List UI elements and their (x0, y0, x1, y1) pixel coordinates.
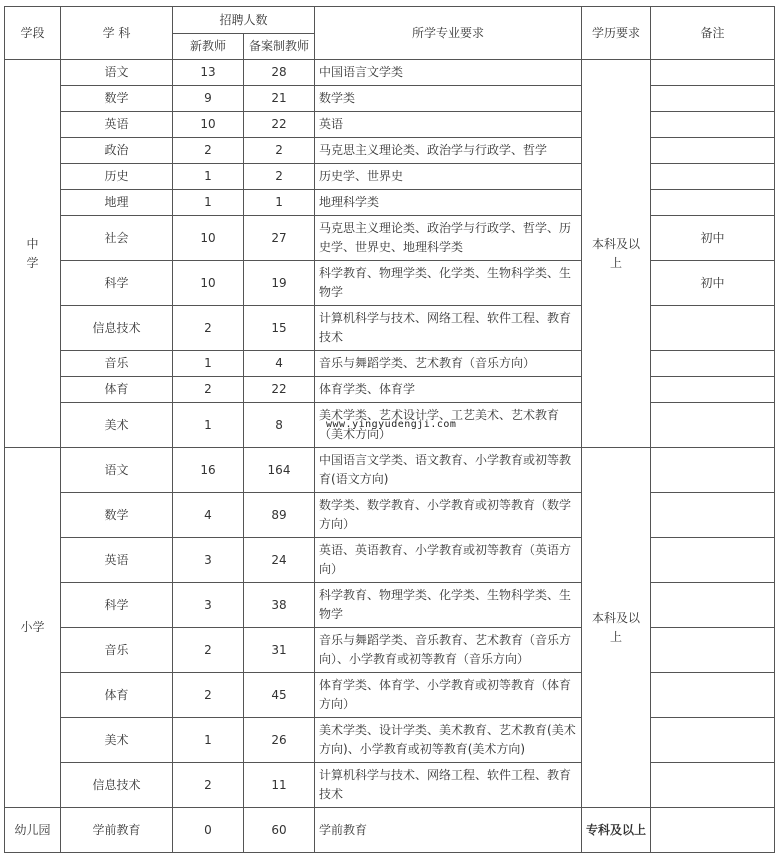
new-teacher-cell: 1 (173, 351, 244, 377)
subject-cell: 体育 (61, 377, 173, 403)
major-cell: 美术学类、艺术设计学、工艺美术、艺术教育（美术方向） (315, 403, 582, 448)
bianzhi-teacher-cell: 2 (244, 164, 315, 190)
major-cell: 音乐与舞蹈学类、艺术教育（音乐方向） (315, 351, 582, 377)
bianzhi-teacher-cell: 15 (244, 306, 315, 351)
education-cell: 本科及以上 (582, 60, 651, 448)
remark-cell (651, 808, 775, 853)
subject-cell: 学前教育 (61, 808, 173, 853)
new-teacher-cell: 10 (173, 216, 244, 261)
stage-cell: 幼儿园 (5, 808, 61, 853)
subject-cell: 美术 (61, 403, 173, 448)
new-teacher-cell: 2 (173, 673, 244, 718)
remark-cell (651, 403, 775, 448)
subject-cell: 英语 (61, 112, 173, 138)
new-teacher-cell: 10 (173, 261, 244, 306)
subject-cell: 音乐 (61, 628, 173, 673)
watermark: www.yingyudengji.com (326, 419, 457, 430)
bianzhi-teacher-cell: 22 (244, 377, 315, 403)
table-row (5, 808, 775, 853)
header-subject: 学 科 (61, 7, 173, 60)
bianzhi-teacher-cell: 24 (244, 538, 315, 583)
new-teacher-cell: 1 (173, 190, 244, 216)
major-cell: 科学教育、物理学类、化学类、生物科学类、生物学 (315, 261, 582, 306)
major-cell: 马克思主义理论类、政治学与行政学、哲学、历史学、世界史、地理科学类 (315, 216, 582, 261)
remark-cell (651, 164, 775, 190)
new-teacher-cell: 10 (173, 112, 244, 138)
bianzhi-teacher-cell: 28 (244, 60, 315, 86)
remark-cell (651, 306, 775, 351)
major-cell: 体育学类、体育学、小学教育或初等教育（体育方向） (315, 673, 582, 718)
bianzhi-teacher-cell: 2 (244, 138, 315, 164)
major-cell: 数学类 (315, 86, 582, 112)
remark-cell (651, 86, 775, 112)
remark-cell (651, 763, 775, 808)
table-row (5, 112, 775, 138)
table-row (5, 583, 775, 628)
major-cell: 音乐与舞蹈学类、音乐教育、艺术教育（音乐方向）、小学教育或初等教育（音乐方向） (315, 628, 582, 673)
table-row (5, 164, 775, 190)
major-cell: 美术学类、设计学类、美术教育、艺术教育(美术方向)、小学教育或初等教育(美术方向) (315, 718, 582, 763)
table-row (5, 60, 775, 86)
major-cell: 历史学、世界史 (315, 164, 582, 190)
remark-cell: 初中 (651, 216, 775, 261)
table-row (5, 628, 775, 673)
table-row (5, 261, 775, 306)
subject-cell: 数学 (61, 493, 173, 538)
stage-cell: 中 学 (5, 60, 61, 448)
table-row (5, 718, 775, 763)
new-teacher-cell: 2 (173, 138, 244, 164)
major-cell: 中国语言文学类、语文教育、小学教育或初等教育(语文方向) (315, 448, 582, 493)
header-new-teacher: 新教师 (173, 34, 244, 60)
new-teacher-cell: 1 (173, 164, 244, 190)
major-cell: 数学类、数学教育、小学教育或初等教育（数学方向） (315, 493, 582, 538)
header-remark: 备注 (651, 7, 775, 60)
bianzhi-teacher-cell: 21 (244, 86, 315, 112)
remark-cell (651, 138, 775, 164)
subject-cell: 信息技术 (61, 763, 173, 808)
subject-cell: 政治 (61, 138, 173, 164)
major-cell: 地理科学类 (315, 190, 582, 216)
table-row (5, 763, 775, 808)
table-row (5, 448, 775, 493)
remark-cell (651, 190, 775, 216)
bianzhi-teacher-cell: 22 (244, 112, 315, 138)
new-teacher-cell: 1 (173, 718, 244, 763)
education-cell: 专科及以上 (582, 808, 651, 853)
new-teacher-cell: 4 (173, 493, 244, 538)
education-cell: 本科及以上 (582, 448, 651, 808)
major-cell: 英语 (315, 112, 582, 138)
bianzhi-teacher-cell: 38 (244, 583, 315, 628)
new-teacher-cell: 3 (173, 583, 244, 628)
major-cell: 学前教育 (315, 808, 582, 853)
subject-cell: 体育 (61, 673, 173, 718)
bianzhi-teacher-cell: 26 (244, 718, 315, 763)
major-cell: 英语、英语教育、小学教育或初等教育（英语方向） (315, 538, 582, 583)
subject-cell: 英语 (61, 538, 173, 583)
bianzhi-teacher-cell: 11 (244, 763, 315, 808)
subject-cell: 科学 (61, 583, 173, 628)
remark-cell (651, 493, 775, 538)
remark-cell (651, 448, 775, 493)
subject-cell: 信息技术 (61, 306, 173, 351)
new-teacher-cell: 1 (173, 403, 244, 448)
header-education: 学历要求 (582, 7, 651, 60)
table-row (5, 190, 775, 216)
remark-cell (651, 112, 775, 138)
new-teacher-cell: 0 (173, 808, 244, 853)
major-cell: 计算机科学与技术、网络工程、软件工程、教育技术 (315, 306, 582, 351)
subject-cell: 语文 (61, 60, 173, 86)
table-row (5, 216, 775, 261)
subject-cell: 地理 (61, 190, 173, 216)
subject-cell: 科学 (61, 261, 173, 306)
bianzhi-teacher-cell: 8 (244, 403, 315, 448)
table-row (5, 306, 775, 351)
bianzhi-teacher-cell: 1 (244, 190, 315, 216)
bianzhi-teacher-cell: 164 (244, 448, 315, 493)
remark-cell (651, 583, 775, 628)
major-cell: 马克思主义理论类、政治学与行政学、哲学 (315, 138, 582, 164)
table-row (5, 351, 775, 377)
subject-cell: 历史 (61, 164, 173, 190)
subject-cell: 数学 (61, 86, 173, 112)
new-teacher-cell: 2 (173, 306, 244, 351)
bianzhi-teacher-cell: 89 (244, 493, 315, 538)
new-teacher-cell: 2 (173, 628, 244, 673)
header-major: 所学专业要求 (315, 7, 582, 60)
table-row (5, 86, 775, 112)
bianzhi-teacher-cell: 4 (244, 351, 315, 377)
header-recruit: 招聘人数 (173, 7, 315, 34)
new-teacher-cell: 2 (173, 377, 244, 403)
remark-cell (651, 351, 775, 377)
new-teacher-cell: 3 (173, 538, 244, 583)
table-row (5, 538, 775, 583)
bianzhi-teacher-cell: 27 (244, 216, 315, 261)
subject-cell: 美术 (61, 718, 173, 763)
subject-cell: 语文 (61, 448, 173, 493)
major-cell: 科学教育、物理学类、化学类、生物科学类、生物学 (315, 583, 582, 628)
remark-cell: 初中 (651, 261, 775, 306)
new-teacher-cell: 13 (173, 60, 244, 86)
new-teacher-cell: 9 (173, 86, 244, 112)
bianzhi-teacher-cell: 60 (244, 808, 315, 853)
subject-cell: 音乐 (61, 351, 173, 377)
remark-cell (651, 673, 775, 718)
header-bianzhi-teacher: 备案制教师 (244, 34, 315, 60)
bianzhi-teacher-cell: 19 (244, 261, 315, 306)
table-row (5, 673, 775, 718)
remark-cell (651, 538, 775, 583)
remark-cell (651, 60, 775, 86)
major-cell: 中国语言文学类 (315, 60, 582, 86)
table-row (5, 138, 775, 164)
remark-cell (651, 628, 775, 673)
bianzhi-teacher-cell: 45 (244, 673, 315, 718)
major-cell: 体育学类、体育学 (315, 377, 582, 403)
stage-cell: 小学 (5, 448, 61, 808)
major-cell: 计算机科学与技术、网络工程、软件工程、教育技术 (315, 763, 582, 808)
table-row (5, 377, 775, 403)
remark-cell (651, 718, 775, 763)
remark-cell (651, 377, 775, 403)
table-row (5, 493, 775, 538)
bianzhi-teacher-cell: 31 (244, 628, 315, 673)
header-stage: 学段 (5, 7, 61, 60)
new-teacher-cell: 16 (173, 448, 244, 493)
subject-cell: 社会 (61, 216, 173, 261)
new-teacher-cell: 2 (173, 763, 244, 808)
